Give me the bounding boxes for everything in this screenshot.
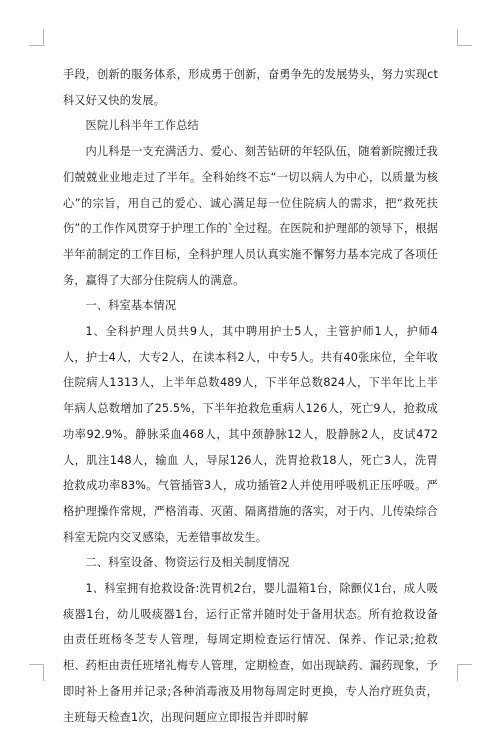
paragraph-intro: 内儿科是一支充满活力、爱心、刻苦钻研的年轻队伍，随着新院搬迁我们兢兢业业地走过了半年。全科始终不忘“一切以病人为中心，以质量为核心”的宗旨，用自己的爱心、诚心满足每一位住院病人的需求，把“救死扶伤”的工作作风贯穿于护理工作的`全过程。在医院和护理部的领导下，根据半年前制定的工作目标，全科护理人员认真实施不懈努力基本完成了各项任务，赢得了大部分住院病人的满意。 [63, 145, 438, 287]
section-heading-basic-situation: 一、科室基本情况 [85, 299, 177, 313]
crop-mark-top-left [29, 29, 44, 46]
crop-mark-bottom-left [29, 664, 44, 681]
paragraph-equipment: 1、科室拥有抢救设备:洗胃机2台，婴儿温箱1台，除颤仪1台，成人吸痰器1台，幼儿吸痰器1台，运行正常并随时处于备用状态。所有抢救设备由责任班杨冬芝专人管理，每周定期检查运行情况、保养、作记录;抢救柜、药柜由责任班堵礼梅专人管理，定期检查，如出现缺药、漏药现象，予即时补上备用并记录;各种消毒液及用物每周定时更换，专人治疗班负责，主班每天检查1次，出现问题应立即报告并即时解 [63, 582, 438, 724]
document-body [63, 62, 438, 730]
document-title: 医院儿科半年工作总结 [85, 119, 199, 133]
crop-mark-top-right [457, 29, 472, 46]
paragraph-staff-statistics: 1、全科护理人员共9人，其中聘用护士5人，主管护师1人，护师4人，护士4人，大专2人，在读本科2人，中专5人。共有40张床位，全年收住院病人1313人，上半年总数489人，下半年总数824人，下半年比上半年病人总数增加了25.5%，下半年抢救危重病人126人，死亡9人，抢救成功率92.9%。静脉采血468人，其中颈静脉12人，股静脉2人，皮试472人，肌注148人，输血 人，导尿126人，洗胃抢救18人，死亡3人，洗胃抢救成功率83%。气管插管3人，成功插管2人并使用呼吸机正压呼吸。严格护理操作常规，严格消毒、灭菌、隔离措施的落实，对于内、儿传染综合科室无院内交叉感染，无差错事故发生。 [63, 325, 438, 544]
crop-mark-bottom-right [457, 664, 472, 681]
paragraph-continuation: 手段，创新的服务体系，形成勇于创新，奋勇争先的发展势头，努力实现ct科又好又快的发展。 [63, 68, 438, 107]
section-heading-equipment: 二、科室设备、物资运行及相关制度情况 [85, 556, 290, 570]
